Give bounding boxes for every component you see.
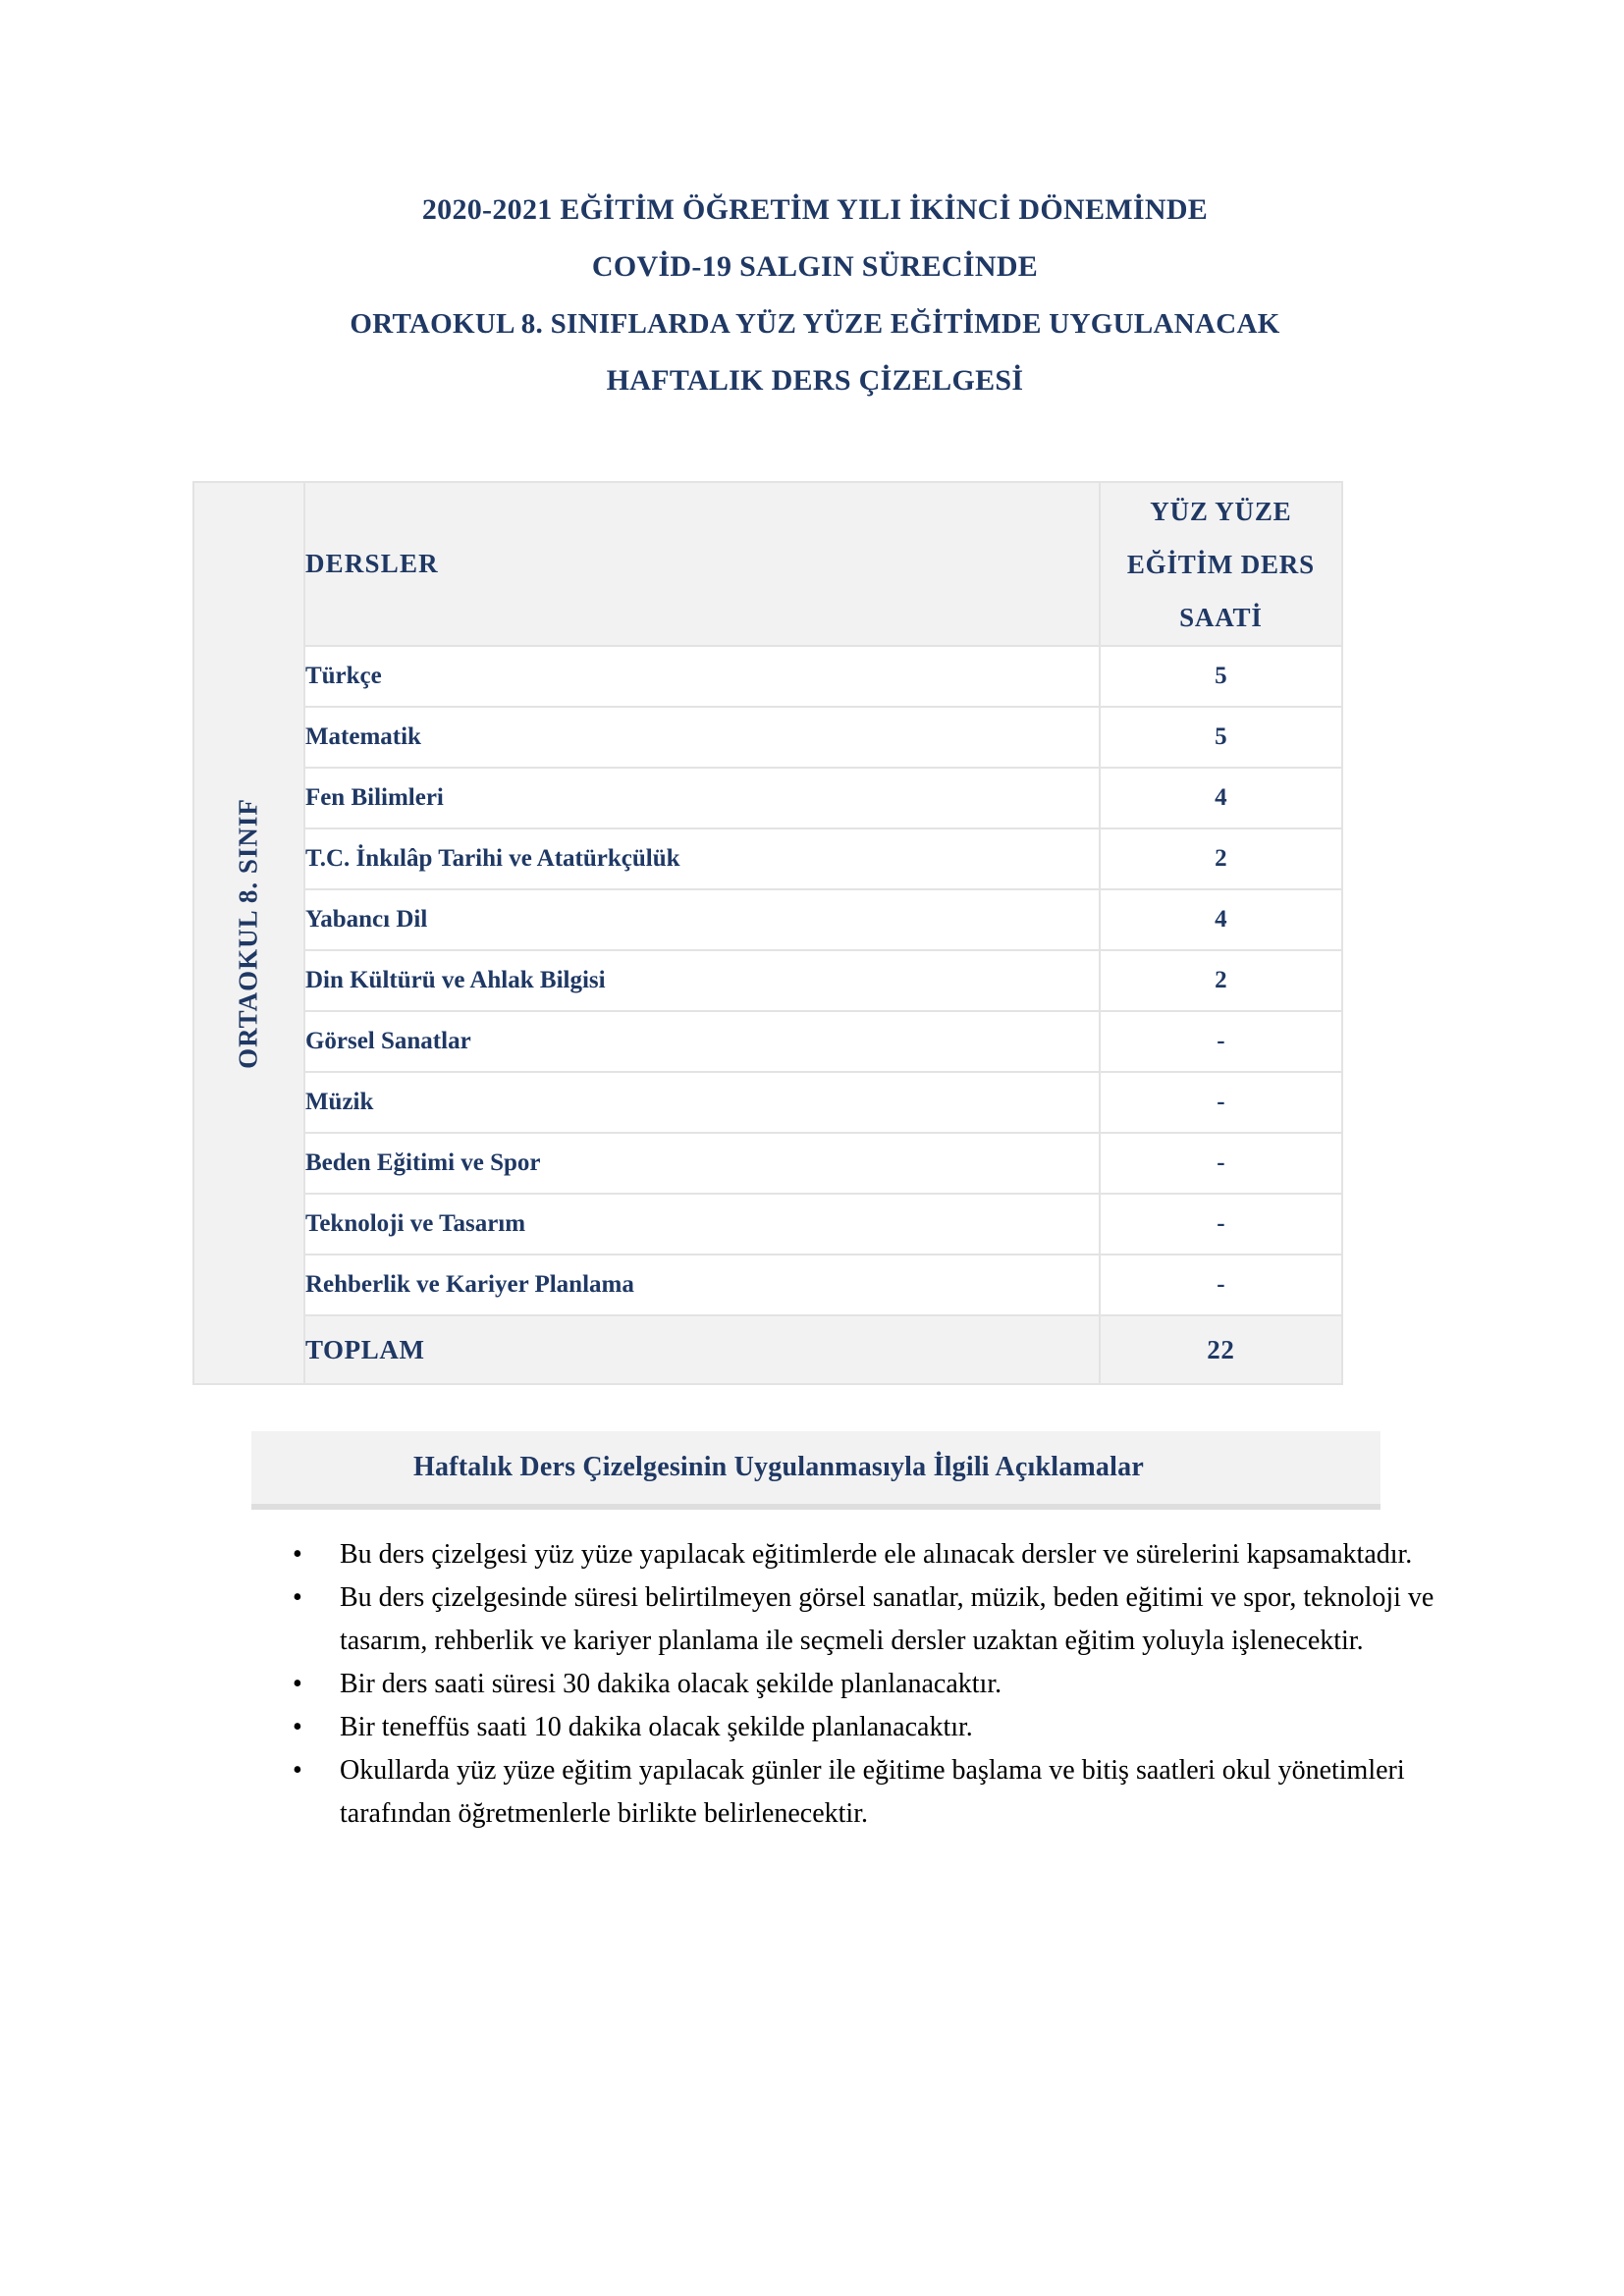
explanations-heading-bar <box>251 1431 1380 1510</box>
course-name: Müzik <box>304 1072 1100 1133</box>
header-hours-line-2: EĞİTİM DERS <box>1126 549 1315 579</box>
course-hours: 4 <box>1100 889 1342 950</box>
course-hours: - <box>1100 1255 1342 1315</box>
course-hours: 4 <box>1100 768 1342 828</box>
table-row <box>193 1072 1342 1133</box>
bullet-icon: • <box>293 1582 302 1613</box>
table-row <box>193 950 1342 1011</box>
course-hours: - <box>1100 1194 1342 1255</box>
grade-level-label: ORTAOKUL 8. SINIF <box>233 797 263 1069</box>
list-item <box>285 1533 1443 1576</box>
table-header-row <box>193 482 1342 646</box>
list-item <box>285 1706 1443 1749</box>
document-title <box>177 182 1453 409</box>
course-name: Fen Bilimleri <box>304 768 1100 828</box>
header-courses: DERSLER <box>304 482 1100 646</box>
bullet-icon: • <box>293 1669 302 1699</box>
course-hours: - <box>1100 1072 1342 1133</box>
table-row <box>193 768 1342 828</box>
course-name: Rehberlik ve Kariyer Planlama <box>304 1255 1100 1315</box>
table-row <box>193 707 1342 768</box>
list-item-text: Bir teneffüs saati 10 dakika olacak şekilde planlanacaktır. <box>340 1712 973 1742</box>
explanations-list <box>285 1533 1443 1836</box>
course-hours: - <box>1100 1133 1342 1194</box>
header-hours <box>1100 482 1342 646</box>
title-line-1: 2020-2021 EĞİTİM ÖĞRETİM YILI İKİNCİ DÖNEMİNDE <box>421 193 1209 226</box>
header-hours-line-3: SAATİ <box>1179 602 1263 632</box>
list-item <box>285 1749 1443 1836</box>
course-name: Teknoloji ve Tasarım <box>304 1194 1100 1255</box>
title-line-3: ORTAOKUL 8. SINIFLARDA YÜZ YÜZE EĞİTİMDE UYGULANACAK <box>350 308 1280 340</box>
list-item-text: Bu ders çizelgesinde süresi belirtilmeyen görsel sanatlar, müzik, beden eğitimi ve spor, teknoloji ve tasarım, rehberlik ve kariyer planlama ile seçmeli dersler uzaktan eğitim yoluyla işlenecektir. <box>340 1582 1435 1656</box>
course-hours: 5 <box>1100 646 1342 707</box>
course-name: Beden Eğitimi ve Spor <box>304 1133 1100 1194</box>
header-hours-line-1: YÜZ YÜZE <box>1150 496 1292 526</box>
list-item-text: Bu ders çizelgesi yüz yüze yapılacak eğitimlerde ele alınacak dersler ve sürelerini kapsamaktadır. <box>340 1539 1413 1570</box>
course-name: Yabancı Dil <box>304 889 1100 950</box>
total-hours: 22 <box>1100 1315 1342 1384</box>
bullet-icon: • <box>293 1712 302 1742</box>
course-name: Görsel Sanatlar <box>304 1011 1100 1072</box>
weekly-course-schedule-table <box>192 481 1343 1385</box>
grade-level-vertical-cell <box>193 482 304 1384</box>
title-line-2: COVİD-19 SALGIN SÜRECİNDE <box>591 250 1039 283</box>
list-item-text: Bir ders saati süresi 30 dakika olacak şekilde planlanacaktır. <box>340 1669 1002 1699</box>
list-item <box>285 1663 1443 1706</box>
table-row <box>193 1011 1342 1072</box>
course-name: Din Kültürü ve Ahlak Bilgisi <box>304 950 1100 1011</box>
course-hours: 2 <box>1100 950 1342 1011</box>
bullet-icon: • <box>293 1755 302 1786</box>
table-row <box>193 1133 1342 1194</box>
table-row <box>193 646 1342 707</box>
table-row <box>193 1255 1342 1315</box>
title-line-4: HAFTALIK DERS ÇİZELGESİ <box>606 364 1024 397</box>
table-row <box>193 1194 1342 1255</box>
course-name: Matematik <box>304 707 1100 768</box>
course-name: T.C. İnkılâp Tarihi ve Atatürkçülük <box>304 828 1100 889</box>
course-name: Türkçe <box>304 646 1100 707</box>
list-item-text: Okullarda yüz yüze eğitim yapılacak günler ile eğitime başlama ve bitiş saatleri okul yönetimleri tarafından öğretmenlerle birlikte belirlenecektir. <box>340 1755 1405 1829</box>
explanations-heading-text: Haftalık Ders Çizelgesinin Uygulanmasıyla İlgili Açıklamalar <box>413 1452 1144 1482</box>
course-hours: 5 <box>1100 707 1342 768</box>
list-item <box>285 1576 1443 1663</box>
table-row <box>193 889 1342 950</box>
course-hours: - <box>1100 1011 1342 1072</box>
bullet-icon: • <box>293 1539 302 1570</box>
table-total-row <box>193 1315 1342 1384</box>
total-label: TOPLAM <box>304 1315 1100 1384</box>
course-hours: 2 <box>1100 828 1342 889</box>
table-row <box>193 828 1342 889</box>
